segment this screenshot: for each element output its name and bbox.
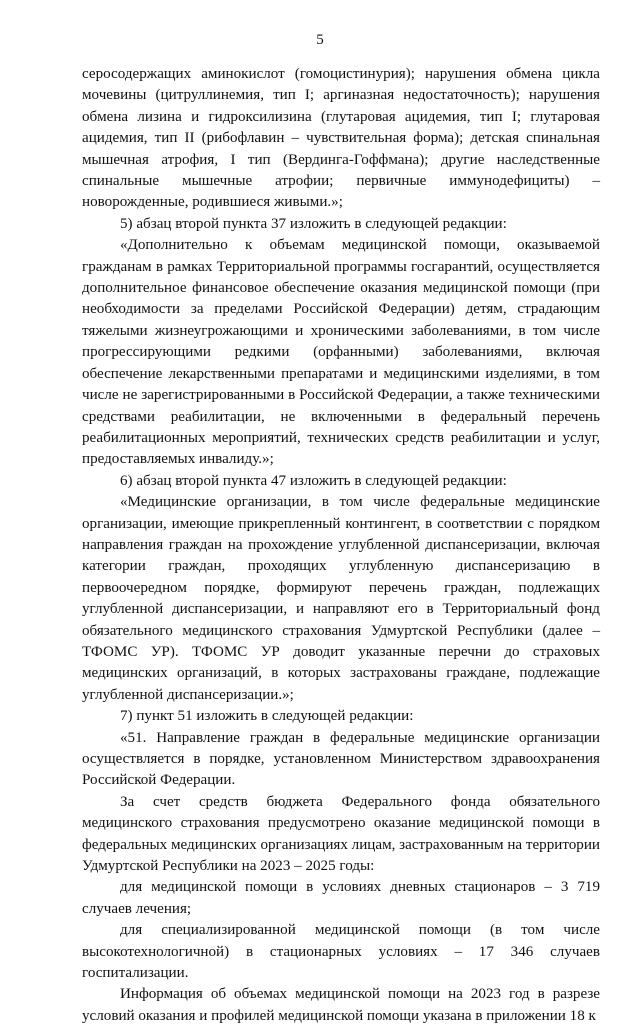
paragraph-information: Информация об объемах медицинской помощи на 2023 год в разрезе условий оказания и профилей медицинской помощи указана в приложении 18 к: [82, 986, 600, 1024]
paragraph-item-7-intro: 7) пункт 51 изложить в следующей редакции:: [120, 708, 414, 725]
paragraph-funding: За счет средств бюджета Федерального фонда обязательного медицинского страхования предусмотрено оказание медицинской помощи в федеральных медицинских организациях лицам, застрахованным на территории Удмуртской Республики на 2023 – 2025 годы:: [82, 793, 600, 875]
paragraph-item-6-text: «Медицинские организации, в том числе федеральные медицинские организации, имеющие прикрепленный контингент, в соответствии с порядком направления граждан на прохождение углубленной диспансеризации, включая категории граждан, проходящих углубленную диспансеризацию в первоочередном порядке, формируют перечень граждан, подлежащих углубленной диспансеризации, и направляют его в Территориальный фонд обязательного медицинского страхования Удмуртской Республики (далее – ТФОМС УР). ТФОМС УР доводит указанные перечни до страховых медицинских организаций, в которых застрахованы граждане, подлежащие углубленной диспансеризации.»;: [82, 494, 600, 703]
paragraph-item-51: «51. Направление граждан в федеральные медицинские организации осуществляется в порядке, установленном Министерством здравоохранения Российской Федерации.: [82, 729, 600, 789]
document-body: [82, 64, 600, 1027]
paragraph-inpatient: для специализированной медицинской помощи (в том числе высокотехнологичной) в стационарных условиях – 17 346 случаев госпитализации.: [82, 922, 600, 982]
paragraph-item-6-intro: 6) абзац второй пункта 47 изложить в следующей редакции:: [120, 472, 507, 489]
paragraph-day-hospital: для медицинской помощи в условиях дневных стационаров – 3 719 случаев лечения;: [82, 879, 600, 917]
page-number: 5: [316, 32, 324, 48]
paragraph-item-5-text: «Дополнительно к объемам медицинской помощи, оказываемой гражданам в рамках Территориальной программы госгарантий, осуществляется дополнительное финансовое обеспечение оказания медицинской помощи (при необходимости за пределами Российской Федерации) детям, страдающим тяжелыми жизнеугрожающими и хроническими заболеваниями, в том числе прогрессирующими редкими (орфанными) заболеваниями, включая обеспечение лекарственными препаратами и медицинскими изделиями, в том числе не зарегистрированными в Российской Федерации, а также техническими средствами реабилитации, не включенными в федеральный перечень реабилитационных мероприятий, технических средств реабилитации и услуг, предоставляемых инвалиду.»;: [82, 237, 600, 468]
paragraph-continuation: серосодержащих аминокислот (гомоцистинурия); нарушения обмена цикла мочевины (цитруллинемия, тип I; аргиназная недостаточность); нарушения обмена лизина и гидроксилизина (глутаровая ацидемия, тип I; глутаровая ацидемия, тип II (рибофлавин – чувствительная форма); детская спинальная мышечная атрофия, I тип (Вердинга-Гоффмана); другие наследственные спинальные мышечные атрофии; первичные иммунодефициты) – новорожденные, родившиеся живыми.»;: [82, 66, 600, 211]
paragraph-item-5-intro: 5) абзац второй пункта 37 изложить в следующей редакции:: [120, 215, 507, 232]
